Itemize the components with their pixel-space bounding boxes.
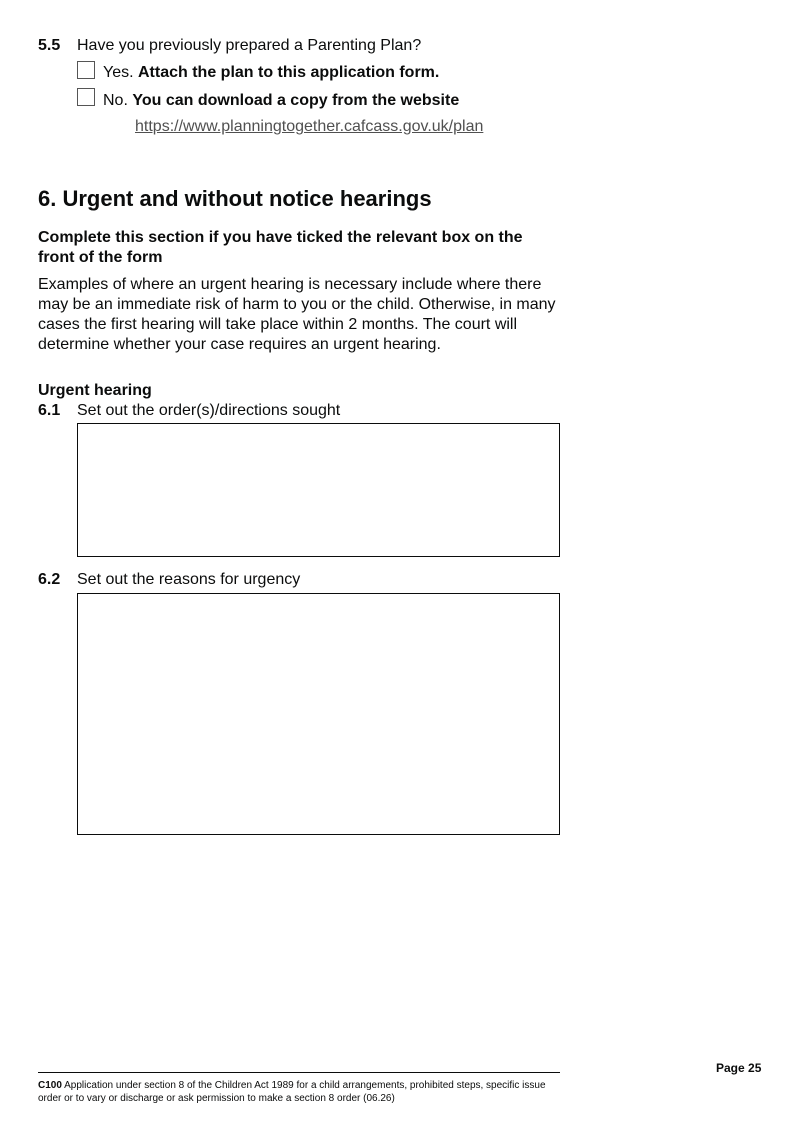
no-checkbox[interactable] bbox=[77, 88, 95, 106]
yes-option-instruction: Attach the plan to this application form. bbox=[138, 64, 440, 81]
question-number-6-2: 6.2 bbox=[38, 571, 61, 588]
urgent-hearing-subheading: Urgent hearing bbox=[38, 382, 152, 399]
question-number-6-1: 6.1 bbox=[38, 402, 61, 419]
yes-option-label bbox=[103, 64, 439, 82]
footer-form-code: C100 bbox=[38, 1080, 62, 1091]
question-text-5-5: Have you previously prepared a Parenting Plan? bbox=[77, 37, 422, 54]
section-6-lead: Complete this section if you have ticked the relevant box on the front of the form bbox=[38, 229, 523, 266]
no-option-prefix: No. bbox=[103, 92, 128, 109]
question-text-6-2: Set out the reasons for urgency bbox=[77, 571, 301, 588]
orders-directions-textbox[interactable] bbox=[77, 423, 560, 557]
no-option-instruction: You can download a copy from the website bbox=[132, 92, 460, 109]
urgency-reasons-textbox[interactable] bbox=[77, 593, 560, 835]
footer-divider bbox=[38, 1072, 560, 1073]
page-number: Page 25 bbox=[716, 1061, 762, 1075]
question-number-5-5: 5.5 bbox=[38, 37, 61, 54]
question-text-6-1: Set out the order(s)/directions sought bbox=[77, 402, 341, 419]
section-6-heading: 6. Urgent and without notice hearings bbox=[38, 186, 432, 211]
section-6-paragraph: Examples of where an urgent hearing is necessary include where there may be an immediate risk of harm to you or the child. Otherwise, in many cases the first hearing will take place within 2 months. The court will determine whether your case requires an urgent hearing. bbox=[38, 276, 556, 353]
footer-description bbox=[38, 1079, 558, 1105]
yes-option-prefix: Yes. bbox=[103, 64, 134, 81]
yes-checkbox[interactable] bbox=[77, 61, 95, 79]
no-option-label bbox=[103, 92, 459, 110]
parenting-plan-link[interactable]: https://www.planningtogether.cafcass.gov.uk/plan bbox=[135, 118, 484, 135]
footer-form-title: Application under section 8 of the Children Act 1989 for a child arrangements, prohibited steps, specific issue order or to vary or discharge or ask permission to make a section 8 order (06.26) bbox=[38, 1080, 546, 1104]
